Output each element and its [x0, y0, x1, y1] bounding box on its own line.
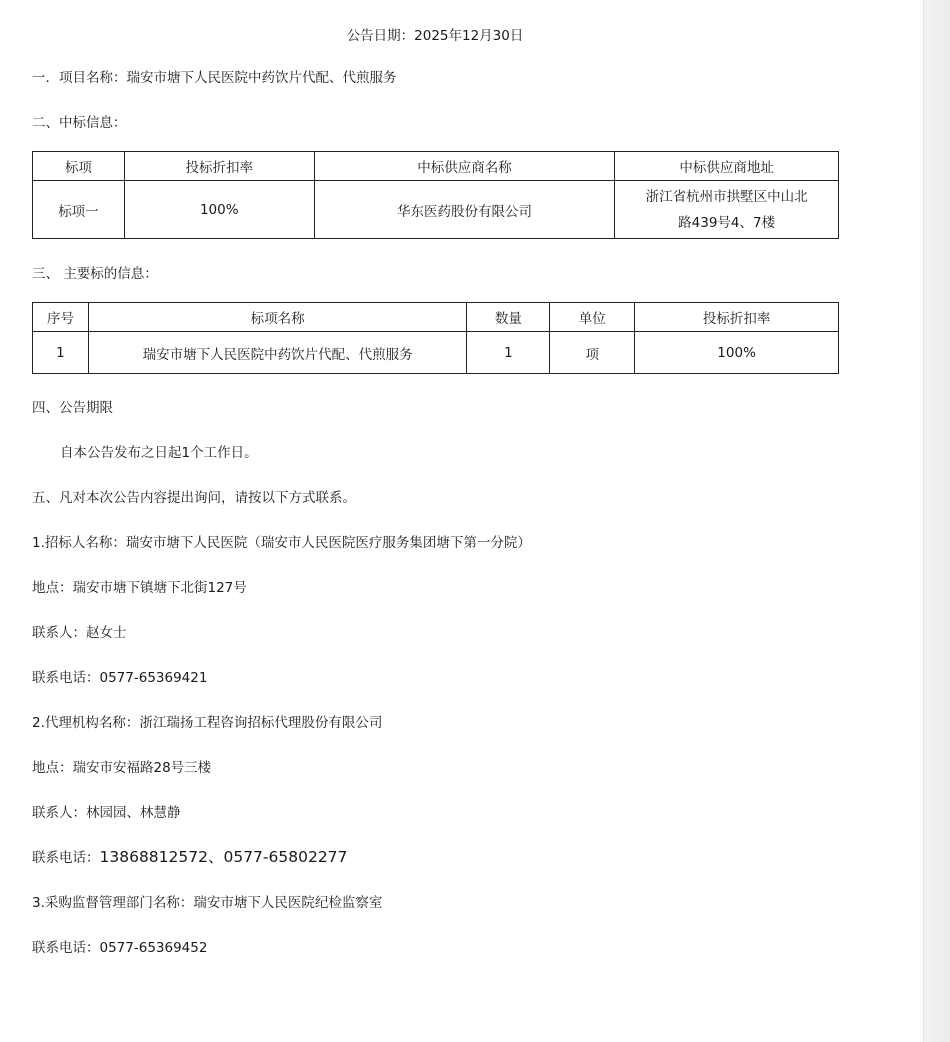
header-supplier-address: 中标供应商地址: [615, 152, 839, 181]
cell-serial-no: 1: [33, 332, 89, 374]
section-award-info-heading: 二、中标信息：: [32, 115, 127, 131]
cell-discount-rate: 100%: [124, 181, 314, 239]
cell-discount-rate: 100%: [635, 332, 839, 374]
announcement-date: 公告日期：2025年12月30日: [346, 28, 524, 44]
cell-supplier-address: [615, 181, 839, 239]
address-line-1: 浙江省杭州市拱墅区中山北: [645, 188, 808, 205]
header-quantity: 数量: [467, 303, 550, 332]
subject-info-table: [32, 302, 839, 374]
section-notice-period-heading: 四、公告期限: [32, 400, 113, 416]
agency-contact: 联系人：林园园、林慧静: [32, 805, 181, 821]
scrollbar-track[interactable]: [923, 0, 950, 1042]
agency-name: 2.代理机构名称：浙江瑞扬工程咨询招标代理股份有限公司: [32, 715, 383, 731]
award-info-table: [32, 151, 839, 239]
supervisor-name: 3.采购监督管理部门名称：瑞安市塘下人民医院纪检监察室: [32, 895, 383, 911]
purchaser-contact: 联系人：赵女士: [32, 625, 127, 641]
header-supplier-name: 中标供应商名称: [314, 152, 615, 181]
notice-period-text: 自本公告发布之日起1个工作日。: [60, 445, 258, 461]
cell-lot: 标项一: [33, 181, 125, 239]
agency-phone-value: 13868812572、0577-65802277: [99, 848, 348, 866]
header-serial-no: 序号: [33, 303, 89, 332]
purchaser-name: 1.招标人名称：瑞安市塘下人民医院（瑞安市人民医院医疗服务集团塘下第一分院）: [32, 535, 531, 551]
table-row: [33, 332, 839, 374]
agency-phone: [32, 845, 347, 867]
project-name: 一．项目名称：瑞安市塘下人民医院中药饮片代配、代煎服务: [32, 70, 397, 86]
cell-lot-name: 瑞安市塘下人民医院中药饮片代配、代煎服务: [88, 332, 466, 374]
header-discount-rate: 投标折扣率: [635, 303, 839, 332]
header-lot-name: 标项名称: [88, 303, 466, 332]
section-subject-info-heading: 三、 主要标的信息：: [32, 266, 158, 282]
section-contact-heading: 五、凡对本次公告内容提出询问，请按以下方式联系。: [32, 490, 356, 506]
agency-address: 地点：瑞安市安福路28号三楼: [32, 760, 212, 776]
table-header-row: [33, 152, 839, 181]
header-discount-rate: 投标折扣率: [124, 152, 314, 181]
header-unit: 单位: [550, 303, 635, 332]
supervisor-phone: 联系电话：0577-65369452: [32, 940, 208, 956]
table-row: [33, 181, 839, 239]
table-header-row: [33, 303, 839, 332]
cell-quantity: 1: [467, 332, 550, 374]
cell-unit: 项: [550, 332, 635, 374]
purchaser-address: 地点：瑞安市塘下镇塘下北街127号: [32, 580, 247, 596]
cell-supplier-name: 华东医药股份有限公司: [314, 181, 615, 239]
address-line-2: 路439号4、7楼: [678, 214, 776, 231]
header-lot: 标项: [33, 152, 125, 181]
purchaser-phone: 联系电话：0577-65369421: [32, 670, 208, 686]
agency-phone-label: 联系电话：: [32, 850, 100, 866]
